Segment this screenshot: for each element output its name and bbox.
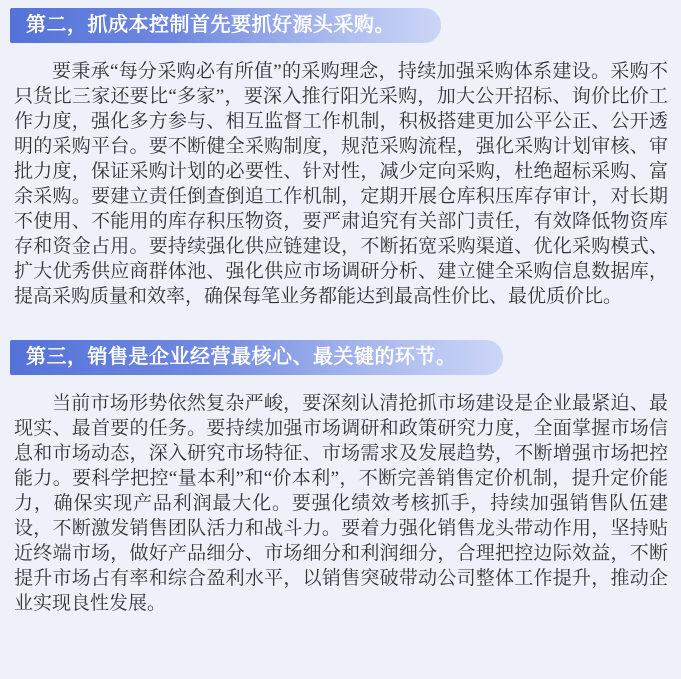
section-procurement [0,8,681,309]
section-heading: 第三，销售是企业经营最核心、最关键的环节。 [26,346,457,368]
section-sales [0,340,681,616]
section-body-text: 要秉承“每分采购必有所值”的采购理念，持续加强采购体系建设。采购不只货比三家还要比“多家”，要深入推行阳光采购，加大公开招标、询价比价工作力度，强化多方参与、相互监督工作机制，积极搭建更加公平公正、公开透明的采购平台。要不断健全采购制度，规范采购流程，强化采购计划审核、审批力度，保证采购计划的必要性、针对性，减少定向采购，杜绝超标采购、富余采购。要建立责任倒查倒追工作机制，定期开展仓库积压库存审计，对长期不使用、不能用的库存积压物资，要严肃追究有关部门责任，有效降低物资库存和资金占用。要持续强化供应链建设，不断拓宽采购渠道、优化采购模式、扩大优秀供应商群体池、强化供应市场调研分析、建立健全采购信息数据库，提高采购质量和效率，确保每笔业务都能达到最高性价比、最优质价比。 [14,61,668,307]
section-heading-banner [10,340,503,375]
section-heading-banner [10,8,441,43]
section-heading: 第二，抓成本控制首先要抓好源头采购。 [26,14,395,36]
section-body-text: 当前市场形势依然复杂严峻，要深刻认清抢抓市场建设是企业最紧迫、最现实、最首要的任务。要持续加强市场调研和政策研究力度，全面掌握市场信息和市场动态，深入研究市场特征、市场需求及发展趋势，不断增强市场把控能力。要科学把控“量本利”和“价本利”，不断完善销售定价机制，提升定价能力，确保实现产品利润最大化。要强化绩效考核抓手，持续加强销售队伍建设，不断激发销售团队活力和战斗力。要着力强化销售龙头带动作用，坚持贴近终端市场，做好产品细分、市场细分和利润细分，合理把控边际效益，不断提升市场占有率和综合盈利水平，以销售突破带动公司整体工作提升，推动企业实现良性发展。 [14,393,668,614]
